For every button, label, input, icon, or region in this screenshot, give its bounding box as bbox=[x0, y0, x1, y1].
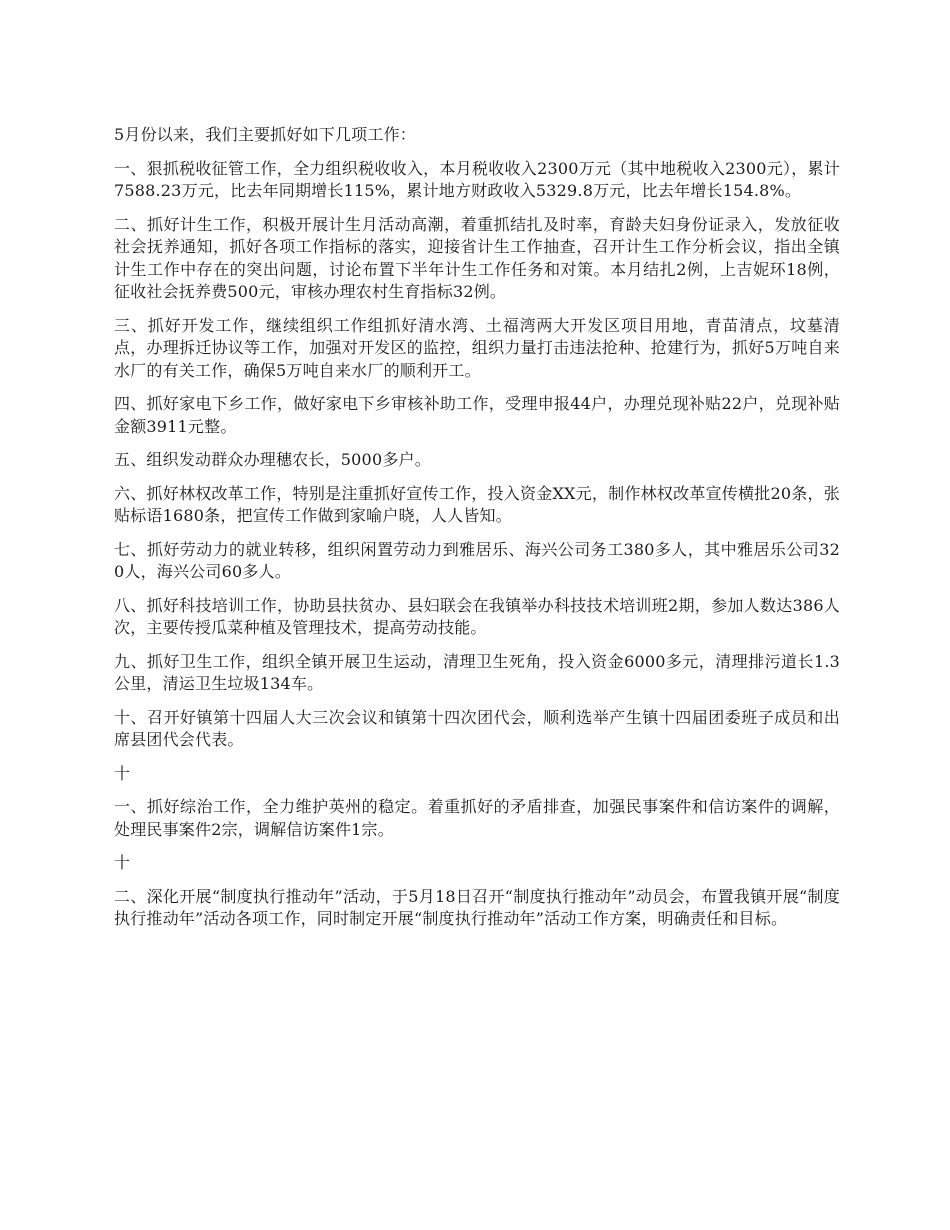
paragraph-numeral-ten-b: 十 bbox=[114, 853, 131, 872]
document-body bbox=[114, 124, 840, 942]
paragraph-forest-reform: 六、抓好林权改革工作，特别是注重抓好宣传工作，投入资金XX元，制作林权改革宣传横批20条，张贴标语1680条，把宣传工作做到家喻户晓，人人皆知。 bbox=[114, 483, 840, 525]
paragraph-farmer-card: 五、组织发动群众办理穗农长，5000多户。 bbox=[114, 450, 431, 469]
paragraph-appliances: 四、抓好家电下乡工作，做好家电下乡审核补助工作，受理申报44户，办理兑现补贴22户，兑现补贴金额3911元整。 bbox=[114, 394, 840, 436]
paragraph-sanitation: 九、抓好卫生工作，组织全镇开展卫生运动，清理卫生死角，投入资金6000多元，清理排污道长1.3公里，清运卫生垃圾134车。 bbox=[114, 651, 840, 693]
paragraph-public-security: 一、抓好综治工作，全力维护英州的稳定。着重抓好的矛盾排查，加强民事案件和信访案件的调解，处理民事案件2宗，调解信访案件1宗。 bbox=[114, 797, 840, 839]
paragraph-intro: 5月份以来，我们主要抓好如下几项工作： bbox=[114, 125, 416, 144]
paragraph-system-execution: 二、深化开展“制度执行推动年”活动，于5月18日召开“制度执行推动年”动员会，布置我镇开展“制度执行推动年”活动各项工作，同时制定开展“制度执行推动年”活动工作方案，明确责任和目标。 bbox=[114, 886, 840, 928]
paragraph-labor-transfer: 七、抓好劳动力的就业转移，组织闲置劳动力到雅居乐、海兴公司务工380多人，其中雅居乐公司320人，海兴公司60多人。 bbox=[114, 539, 840, 581]
paragraph-development: 三、抓好开发工作，继续组织工作组抓好清水湾、土福湾两大开发区项目用地，青苗清点，坟墓清点，办理拆迁协议等工作，加强对开发区的监控，组织力量打击违法抢种、抢建行为，抓好5万吨自来水厂的有关工作，确保5万吨自来水厂的顺利开工。 bbox=[114, 315, 840, 380]
paragraph-numeral-ten-a: 十 bbox=[114, 763, 131, 783]
paragraph-tech-training: 八、抓好科技培训工作，协助县扶贫办、县妇联会在我镇举办科技技术培训班2期，参加人数达386人次，主要传授瓜菜种植及管理技术，提高劳动技能。 bbox=[114, 595, 840, 637]
paragraph-family-planning: 二、抓好计生工作，积极开展计生月活动高潮，着重抓结扎及时率，育龄夫妇身份证录入，发放征收社会抚养通知，抓好各项工作指标的落实，迎接省计生工作抽查，召开计生工作分析会议，指出全镇计生工作中存在的突出问题，讨论布置下半年计生工作任务和对策。本月结扎2例，上吉妮环18例，征收社会抚养费500元，审核办理农村生育指标32例。 bbox=[114, 214, 840, 301]
paragraph-tax: 一、狠抓税收征管工作，全力组织税收收入，本月税收收入2300万元（其中地税收入2300元），累计7588.23万元，比去年同期增长115%，累计地方财政收入5329.8万元，比去年增长154.8%。 bbox=[114, 158, 840, 200]
paragraph-congress: 十、召开好镇第十四届人大三次会议和镇第十四次团代会，顺利选举产生镇十四届团委班子成员和出席县团代会代表。 bbox=[114, 707, 840, 749]
